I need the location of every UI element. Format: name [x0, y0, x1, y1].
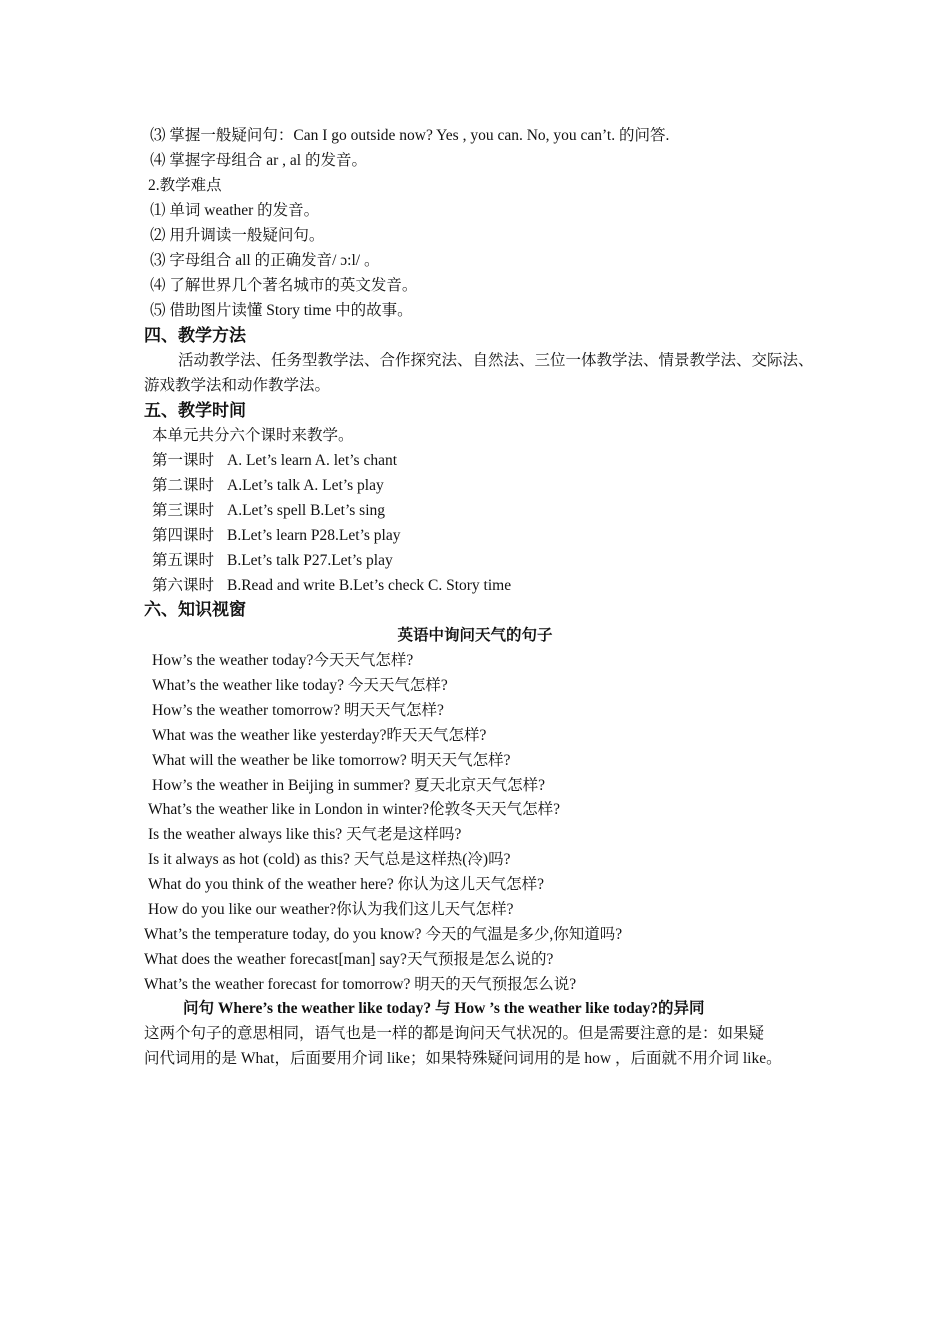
- lesson-content: B.Let’s learn P28.Let’s play: [227, 527, 401, 544]
- weather-sentence: What will the weather be like tomorrow? 明天天气怎样?: [152, 752, 511, 769]
- lesson-content: A.Let’s talk A. Let’s play: [227, 477, 384, 494]
- lesson-row: [152, 551, 393, 571]
- lesson-row: [152, 576, 511, 596]
- weather-sentence: How’s the weather tomorrow? 明天天气怎样?: [152, 702, 444, 719]
- methods-text-line2: 游戏教学法和动作教学法。: [144, 377, 331, 394]
- difficulty-item: ⑸ 借助图片读懂 Story time 中的故事。: [150, 302, 413, 319]
- lesson-content: A.Let’s spell B.Let’s sing: [227, 502, 386, 519]
- methods-heading: 四、教学方法: [144, 326, 246, 346]
- lesson-label: 第一课时: [152, 452, 215, 469]
- weather-sentence: What does the weather forecast[man] say?天气预报是怎么说的?: [144, 951, 554, 968]
- lesson-content: B.Let’s talk P27.Let’s play: [227, 552, 393, 569]
- weather-sentence: What was the weather like yesterday?昨天天气怎样?: [152, 727, 487, 744]
- weather-sentence: What’s the temperature today, do you know? 今天的气温是多少,你知道吗?: [144, 926, 623, 943]
- explanation-line2: 问代词用的是 What，后面要用介词 like；如果特殊疑问词用的是 how ，后面就不用介词 like。: [144, 1050, 782, 1067]
- lesson-row: [152, 476, 384, 496]
- weather-sentence: How’s the weather in Beijing in summer? 夏天北京天气怎样?: [152, 777, 546, 794]
- time-heading: 五、教学时间: [144, 401, 246, 421]
- lesson-label: 第四课时: [152, 527, 215, 544]
- objective-item: ⑶ 掌握一般疑问句：Can I go outside now? Yes , you can. No, you can’t. 的问答.: [150, 127, 670, 144]
- lesson-label: 第六课时: [152, 577, 215, 594]
- lesson-label: 第二课时: [152, 477, 215, 494]
- weather-sentence: Is it always as hot (cold) as this? 天气总是这样热(冷)吗?: [148, 851, 511, 868]
- difficulty-item: ⑴ 单词 weather 的发音。: [150, 202, 320, 219]
- weather-sentence: What’s the weather like today? 今天天气怎样?: [152, 677, 448, 694]
- weather-sentence: Is the weather always like this? 天气老是这样吗?: [148, 826, 462, 843]
- time-intro: 本单元共分六个课时来教学。: [152, 427, 354, 444]
- weather-sentence: What’s the weather forecast for tomorrow? 明天的天气预报怎么说?: [144, 976, 577, 993]
- lesson-label: 第五课时: [152, 552, 215, 569]
- objective-item: ⑷ 掌握字母组合 ar , al 的发音。: [150, 152, 367, 169]
- compare-title: 问句 Where’s the weather like today? 与 How ’s the weather like today?的异同: [183, 1000, 705, 1017]
- difficulty-item: ⑷ 了解世界几个著名城市的英文发音。: [150, 277, 418, 294]
- weather-sentence: How’s the weather today?今天天气怎样?: [152, 652, 414, 669]
- difficulty-item: ⑵ 用升调读一般疑问句。: [150, 227, 325, 244]
- lesson-content: A. Let’s learn A. let’s chant: [227, 452, 398, 469]
- difficulty-item: ⑶ 字母组合 all 的正确发音/ ɔ:l/ 。: [150, 252, 380, 269]
- lesson-row: [152, 501, 385, 521]
- weather-sentence: How do you like our weather?你认为我们这儿天气怎样?: [148, 901, 514, 918]
- weather-sentence: What do you think of the weather here? 你认为这儿天气怎样?: [148, 876, 545, 893]
- lesson-row: [152, 526, 400, 546]
- weather-sentence: What’s the weather like in London in winter?伦敦冬天天气怎样?: [148, 801, 560, 818]
- lesson-label: 第三课时: [152, 502, 215, 519]
- explanation-line1: 这两个句子的意思相同，语气也是一样的都是询问天气状况的。但是需要注意的是：如果疑: [144, 1025, 765, 1042]
- knowledge-heading: 六、知识视窗: [144, 600, 246, 620]
- lesson-content: B.Read and write B.Let’s check C. Story time: [227, 577, 512, 594]
- difficulty-title: 2.教学难点: [148, 177, 222, 194]
- methods-text-line1: 活动教学法、任务型教学法、合作探究法、自然法、三位一体教学法、情景教学法、交际法、: [178, 352, 814, 369]
- lesson-row: [152, 451, 397, 471]
- knowledge-subtitle: 英语中询问天气的句子: [397, 627, 553, 644]
